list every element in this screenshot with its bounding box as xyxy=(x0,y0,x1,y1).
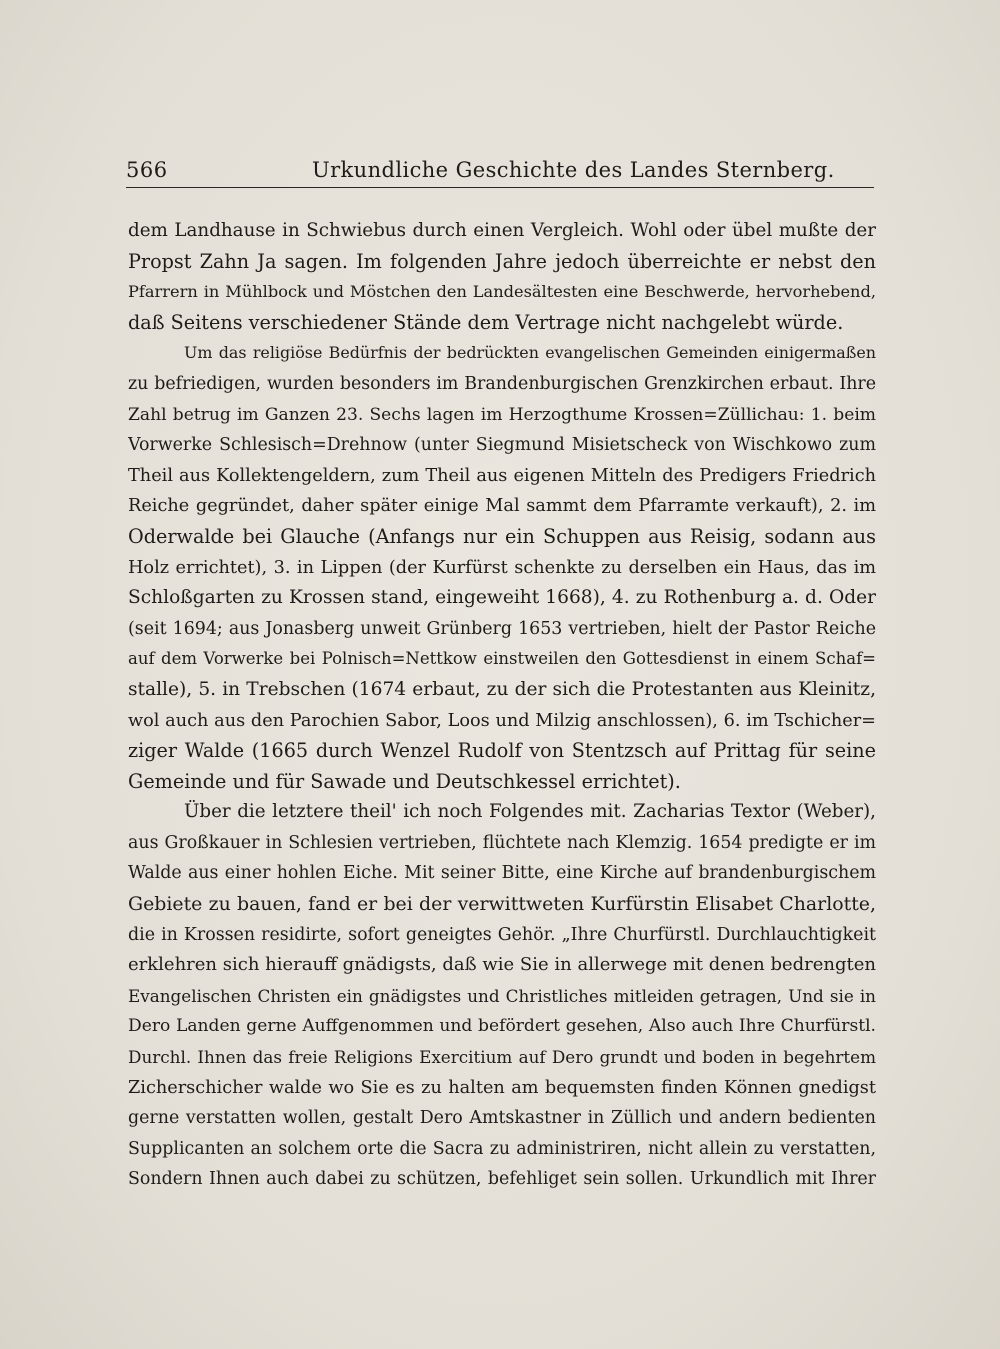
text-line: Reiche gegründet, daher später einige Mal sammt dem Pfarramte verkauft), 2. im xyxy=(128,496,876,517)
text-line: stalle), 5. in Trebschen (1674 erbaut, zu der sich die Protestanten aus Kleinitz, xyxy=(128,678,876,700)
text-line: Theil aus Kollektengeldern, zum Theil aus eigenen Mitteln des Predigers Friedrich xyxy=(128,465,876,486)
text-line: Zahl betrug im Ganzen 23. Sechs lagen im Herzogthume Krossen=Züllichau: 1. beim xyxy=(128,404,876,425)
running-title: Urkundliche Geschichte des Landes Sternberg. xyxy=(312,158,835,182)
text-line: Um das religiöse Bedürfnis der bedrückten evangelischen Gemeinden einigermaßen xyxy=(184,343,876,363)
text-line: Gemeinde und für Sawade und Deutschkessel errichtet). xyxy=(128,769,681,793)
header-rule xyxy=(126,187,874,188)
page-header xyxy=(126,158,878,186)
text-line: Supplicanten an solchem orte die Sacra zu administriren, nicht allein zu verstatten, xyxy=(128,1138,876,1159)
page-number: 566 xyxy=(126,158,168,182)
text-line: Zicherschicher walde wo Sie es zu halten am bequemsten finden Können gnedigst xyxy=(128,1077,876,1098)
text-line: Gebiete zu bauen, fand er bei der verwittweten Kurfürstin Elisabet Charlotte, xyxy=(128,893,876,916)
body-text xyxy=(128,216,876,1195)
text-line: ziger Walde (1665 durch Wenzel Rudolf von Stentzsch auf Prittag für seine xyxy=(128,739,876,763)
text-line: Holz errichtet), 3. in Lippen (der Kurfürst schenkte zu derselben ein Haus, das im xyxy=(128,557,876,578)
text-line: aus Großkauer in Schlesien vertrieben, flüchtete nach Klemzig. 1654 predigte er im xyxy=(128,832,876,853)
text-line: Walde aus einer hohlen Eiche. Mit seiner Bitte, eine Kirche auf brandenburgischem xyxy=(128,863,876,884)
text-line: dem Landhause in Schwiebus durch einen Vergleich. Wohl oder übel mußte der xyxy=(128,220,876,241)
text-line: Dero Landen gerne Auffgenommen und befördert gesehen, Also auch Ihre Churfürstl. xyxy=(128,1016,876,1037)
text-line: Propst Zahn Ja sagen. Im folgenden Jahre jedoch überreichte er nebst den xyxy=(128,249,876,273)
text-line: Sondern Ihnen auch dabei zu schützen, befehliget sein sollen. Urkundlich mit Ihrer xyxy=(128,1169,876,1190)
text-line: Über die letztere theil' ich noch Folgendes mit. Zacharias Textor (Weber), xyxy=(184,801,876,823)
text-line: Schloßgarten zu Krossen stand, eingeweiht 1668), 4. zu Rothenburg a. d. Oder xyxy=(128,587,876,609)
text-line: Durchl. Ihnen das freie Religions Exercitium auf Dero grundt und boden in begehrtem xyxy=(128,1047,876,1068)
text-line: zu befriedigen, wurden besonders im Brandenburgischen Grenzkirchen erbaut. Ihre xyxy=(128,373,876,394)
text-line: (seit 1694; aus Jonasberg unweit Grünberg 1653 vertrieben, hielt der Pastor Reiche xyxy=(128,618,876,639)
text-line: Pfarrern in Mühlbock und Möstchen den Landesältesten eine Beschwerde, hervorhebend, xyxy=(128,282,876,302)
text-line: Vorwerke Schlesisch=Drehnow (unter Siegmund Misietscheck von Wischkowo zum xyxy=(128,435,876,456)
text-line: gerne verstatten wollen, gestalt Dero Amtskastner in Züllich und andern bedienten xyxy=(128,1108,876,1129)
text-line: wol auch aus den Parochien Sabor, Loos und Milzig anschlossen), 6. im Tschicher= xyxy=(128,710,876,731)
text-line: Oderwalde bei Glauche (Anfangs nur ein Schuppen aus Reisig, sodann aus xyxy=(128,524,876,548)
text-line: auf dem Vorwerke bei Polnisch=Nettkow einstweilen den Gottesdienst in einem Schaf= xyxy=(128,649,876,669)
text-line: daß Seitens verschiedener Stände dem Vertrage nicht nachgelebt würde. xyxy=(128,310,844,334)
text-line: die in Krossen residirte, sofort geneigtes Gehör. „Ihre Churfürstl. Durchlauchtigkeit xyxy=(128,924,876,945)
text-line: erklehren sich hierauff gnädigsts, daß wie Sie in allerwege mit denen bedrengten xyxy=(128,954,876,976)
text-line: Evangelischen Christen ein gnädigstes und Christliches mitleiden getragen, Und sie in xyxy=(128,985,876,1006)
